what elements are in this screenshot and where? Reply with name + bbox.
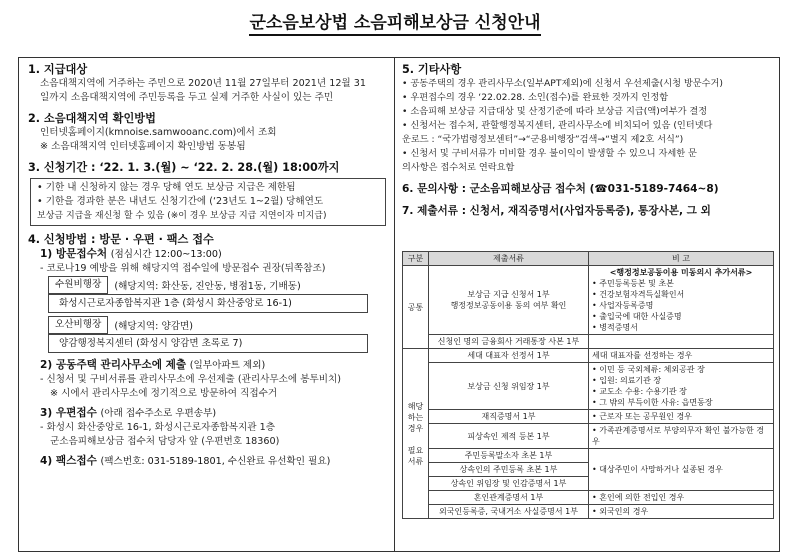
apt-title: 2) 공동주택 관리사무소에 제출 (일부아파트 제외)	[40, 359, 266, 371]
row-11-note-item: • 외국인의 경우	[592, 506, 770, 517]
table-row	[403, 335, 774, 349]
mail-line-2: 군소음피해보상금 접수처 담당자 앞 (우편번호 18360)	[50, 436, 280, 447]
mail-title: 3) 우편접수 (아래 접수주소로 우편송부)	[40, 407, 217, 419]
section-1-line-2: 일까지 소음대책지역에 주민등록을 두고 실제 거주한 사실이 있는 주민	[40, 92, 334, 103]
row-9-doc: 상속인 위임장 및 인감증명서 1부	[429, 477, 589, 491]
section-5-line-3: • 소음피해 보상금 지급대상 및 산정기준에 따라 보상금 지급(액)여부가 결정	[402, 106, 708, 117]
place-1-address: 화성시근로자종합복지관 1층 (화성시 화산중앙로 16-1)	[48, 294, 368, 313]
page-title: 군소음보상법 소음피해보상금 신청안내	[0, 8, 790, 33]
row-2-note	[589, 335, 774, 349]
row-4-note-item: • 입원: 의료기관 장	[592, 375, 770, 386]
row-789-note	[589, 449, 774, 491]
apt-line-1: - 신청서 및 구비서류를 관리사무소에 우선제출 (관리사무소에 봉투비치)	[40, 374, 342, 385]
row-4-note-item: • 교도소 수용: 수용기관 장	[592, 386, 770, 397]
apt-line-2: ※ 시에서 관리사무소에 정기적으로 방문하여 직접수거	[50, 388, 278, 399]
section-3-line-3: 보상금 지급을 재신청 할 수 있음 (※이 경우 보상금 지급 지연이자 미지급)	[37, 211, 327, 221]
row-1-note-item: • 주민등록등본 및 초본	[592, 278, 770, 289]
place-2	[48, 316, 386, 334]
section-2-heading: 2. 소음대책지역 확인방법	[28, 112, 156, 125]
header-documents: 제출서류	[429, 252, 589, 266]
section-3-line-1: • 기한 내 신청하지 않는 경우 당해 연도 보상금 지급은 제한됨	[37, 182, 296, 193]
row-11-doc: 외국인등록증, 국내거소 사실증명서 1부	[429, 505, 589, 519]
row-5-doc: 재직증명서 1부	[429, 410, 589, 424]
row-5-note	[589, 410, 774, 424]
visit-title: 1) 방문접수처 (점심시간 12:00~13:00)	[40, 248, 222, 260]
section-1-line-1: 소음대책지역에 거주하는 주민으로 2020년 11월 27일부터 2021년 12월 31	[40, 78, 366, 89]
table-row	[403, 363, 774, 410]
row-10-doc: 혼인관계증명서 1부	[429, 491, 589, 505]
row-1-note-item: • 병적증명서	[592, 322, 770, 333]
right-column	[402, 62, 776, 219]
place-2-tag: 오산비행장	[48, 316, 108, 334]
section-5-line-1: • 공동주택의 경우 관리사무소(일부APT제외)에 신청서 우선제출(시청 방문수거)	[402, 78, 723, 89]
row-3-note: 세대 대표자를 선정하는 경우	[589, 349, 774, 363]
section-3-note-box	[30, 178, 386, 226]
row-1-note-title: <행정정보공동이용 미동의시 추가서류>	[609, 268, 753, 277]
table-row	[403, 424, 774, 449]
row-1-note	[589, 266, 774, 335]
table-row	[403, 349, 774, 363]
documents-table	[402, 251, 774, 519]
row-4-doc: 보상금 신청 위임장 1부	[429, 363, 589, 410]
header-category: 구분	[403, 252, 429, 266]
table-row	[403, 491, 774, 505]
section-7-heading: 7. 제출서류 : 신청서, 재직증명서(사업자등록증), 통장사본, 그 외	[402, 205, 711, 217]
row-3-doc: 세대 대표자 선정서 1부	[429, 349, 589, 363]
row-8-doc: 상속인의 주민등록 초본 1부	[429, 463, 589, 477]
place-1-area: (해당지역: 화산동, 진안동, 병점1동, 기배동)	[114, 281, 301, 292]
section-5-line-7: 의사항은 접수처로 연락요함	[402, 162, 515, 173]
row-6-doc: 피상속인 제적 등본 1부	[429, 424, 589, 449]
row-1-doc: 보상금 지급 신청서 1부 행정정보공동이용 동의 여부 확인	[429, 266, 589, 335]
section-1-heading: 1. 지급대상	[28, 63, 88, 76]
row-1-note-item: • 사업자등록증명	[592, 300, 770, 311]
group-common: 공통	[403, 266, 429, 349]
row-4-note-item: • 그 밖의 부득이한 사유: 읍면동장	[592, 397, 770, 408]
section-2-line-2: ※ 소음대책지역 인터넷홈페이지 확인방법 동봉됨	[40, 141, 246, 152]
column-divider	[394, 57, 395, 552]
fax-title: 4) 팩스접수 (팩스번호: 031-5189-1801, 수신완료 유선확인 필요)	[40, 455, 331, 467]
row-4-note	[589, 363, 774, 410]
section-4-heading: 4. 신청방법 : 방문 · 우편 · 팩스 접수	[28, 233, 214, 246]
section-5-line-5: 운로드 : “국가법령정보센터”→“군용비행장”검색→“별지 제2호 서식”)	[402, 134, 684, 145]
row-11-note	[589, 505, 774, 519]
place-1-tag: 수원비행장	[48, 276, 108, 294]
section-6-heading: 6. 문의사항 : 군소음피해보상금 접수처 (☎031-5189-7464~8)	[402, 183, 719, 195]
row-10-note	[589, 491, 774, 505]
section-2-line-1: 인터넷홈페이지(kmnoise.samwooanc.com)에서 조회	[40, 127, 277, 138]
row-7-doc: 주민등록말소자 초본 1부	[429, 449, 589, 463]
row-6-note-item: • 가족관계증명서로 부양의무자 확인 불가능한 경우	[592, 425, 770, 447]
section-5-line-2: • 우편접수의 경우 ‘22.02.28. 소인(접수)를 완료한 것까지 인정함	[402, 92, 669, 103]
table-row	[403, 266, 774, 335]
table-row	[403, 410, 774, 424]
row-5-note-item: • 근로자 또는 공무원인 경우	[592, 411, 770, 422]
group-conditional: 해당 하는 경우 필요 서류	[403, 349, 429, 519]
table-row	[403, 449, 774, 463]
row-1-note-item: • 건강보험자격득실확인서	[592, 289, 770, 300]
table-header-row	[403, 252, 774, 266]
section-3-heading: 3. 신청기간 : ‘22. 1. 3.(월) ~ ‘22. 2. 28.(월) 18:00까지	[28, 161, 340, 174]
section-5-line-6: • 신청서 및 구비서류가 미비할 경우 불이익이 발생할 수 있으니 자세한 문	[402, 148, 697, 159]
mail-line-1: - 화성시 화산중앙로 16-1, 화성시근로자종합복지관 1층	[40, 422, 275, 433]
row-6-note	[589, 424, 774, 449]
table-row	[403, 505, 774, 519]
place-2-address: 양감행정복지센터 (화성시 양감면 초록로 7)	[48, 334, 368, 353]
row-4-note-item: • 이민 등 국외체류: 체외공관 장	[592, 364, 770, 375]
place-2-area: (해당지역: 양감면)	[114, 321, 193, 332]
row-10-note-item: • 혼인에 의한 전입인 경우	[592, 492, 770, 503]
section-3-line-2: • 기한을 경과한 분은 내년도 신청기간에 (‘23년도 1~2월) 당해연도	[37, 196, 324, 207]
section-5-line-4: • 신청서는 접수처, 관할행정복지센터, 관리사무소에 비치되어 있음 (인터넷다	[402, 120, 713, 131]
row-2-doc: 신청인 명의 금융회사 거래통장 사본 1부	[429, 335, 589, 349]
place-1	[48, 276, 386, 294]
left-column	[28, 62, 386, 469]
row-1-note-item: • 출입국에 대한 사실증명	[592, 311, 770, 322]
section-5-heading: 5. 기타사항	[402, 63, 462, 76]
header-remarks: 비 고	[589, 252, 774, 266]
row-789-note-item: • 대상주민이 사망하거나 실종된 경우	[592, 464, 770, 475]
visit-line: - 코로나19 예방을 위해 해당지역 접수일에 방문접수 권장(뒤쪽참조)	[40, 263, 326, 274]
